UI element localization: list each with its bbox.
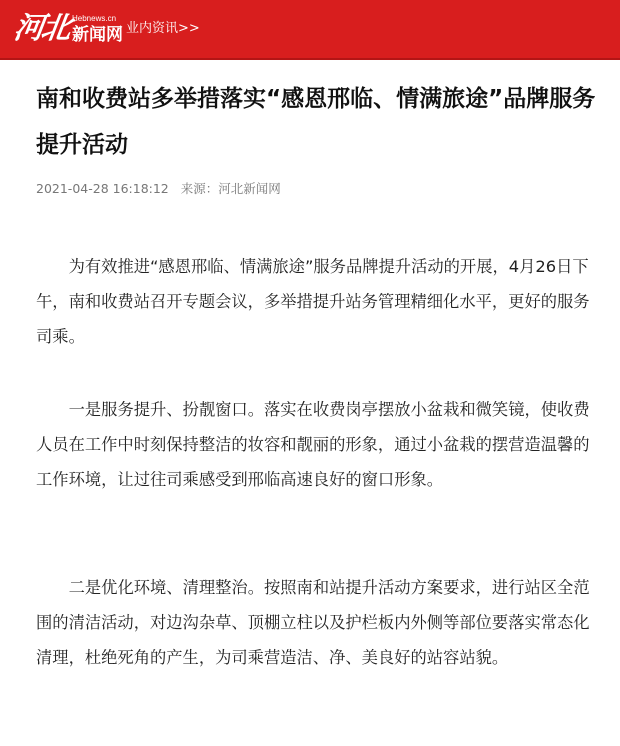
logo-text: 新闻网 [72,25,123,45]
article-paragraph: 为有效推进“感恩邢临、情满旅途”服务品牌提升活动的开展，4月26日下午，南和收费站召开专题会议，多举措提升站务管理精细化水平，更好的服务司乘。 [36,257,590,346]
source-name: 河北新闻网 [218,181,281,196]
logo-domain: Hebnews.cn [72,14,117,23]
section-link-industry-news[interactable]: 业内资讯>> [126,21,200,36]
site-logo[interactable] [11,10,123,46]
article-meta [36,180,281,198]
site-header [0,0,620,60]
article-paragraph: 一是服务提升、扮靓窗口。落实在收费岗亭摆放小盆栽和微笑镜，使收费人员在工作中时刻保持整洁的妆容和靓丽的形象，通过小盆栽的摆营造温馨的工作环境，让过往司乘感受到邢临高速良好的窗口形象。 [36,400,590,489]
publish-date: 2021-04-28 16:18:12 [36,181,169,196]
logo-wordmark [72,14,123,46]
article-paragraph: 二是优化环境、清理整治。按照南和站提升活动方案要求，进行站区全范围的清洁活动，对边沟杂草、顶棚立柱以及护栏板内外侧等部位要落实常态化清理，杜绝死角的产生，为司乘营造洁、净、美良好的站容站貌。 [36,578,590,667]
source-label: 来源： [180,181,219,196]
logo-mark: 河北 [11,11,71,46]
article-title: 南和收费站多举措落实“感恩邢临、情满旅途”品牌服务提升活动 [36,86,596,158]
